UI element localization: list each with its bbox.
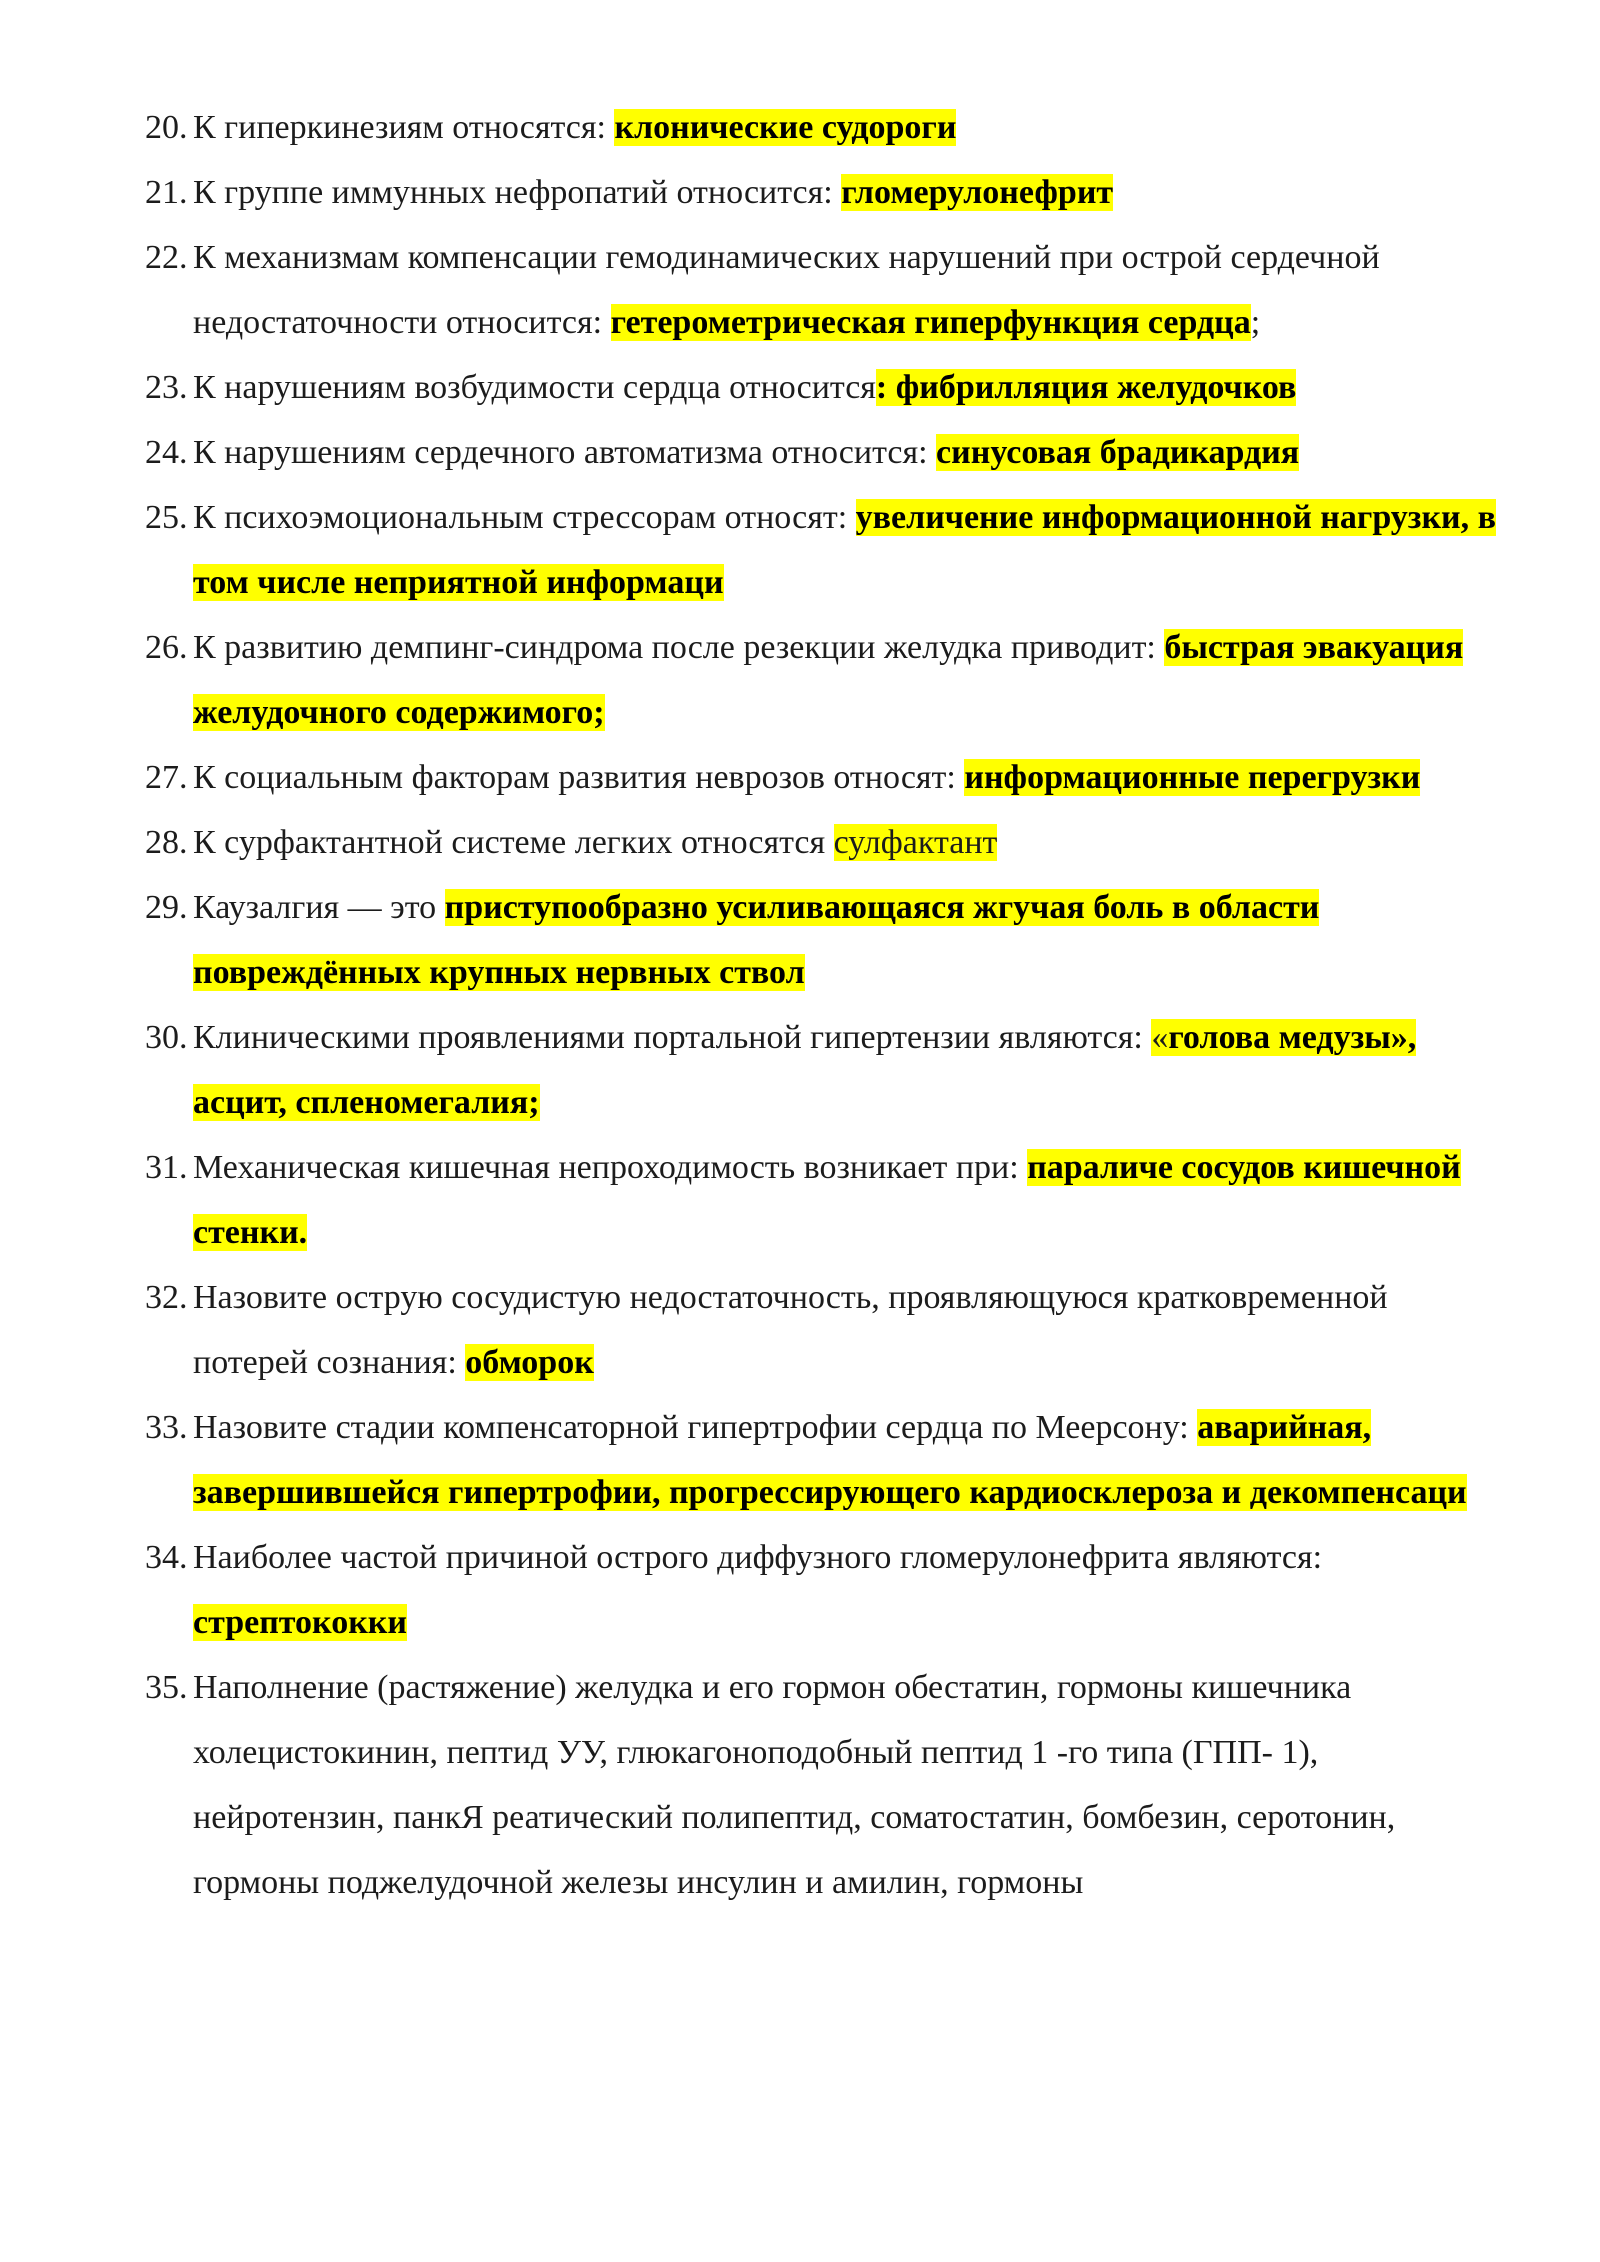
- question-number: 22.: [145, 239, 188, 276]
- question-text: [193, 1135, 1500, 1265]
- question-prompt: Механическая кишечная непроходимость возникает при:: [193, 1149, 1028, 1186]
- highlighted-answer: аварийная, завершившейся гипертрофии, прогрессирующего кардиосклероза и декомпенсаци: [193, 1409, 1467, 1511]
- question-item: [145, 355, 1500, 420]
- question-prompt: К сурфактантной системе легких относятся: [193, 824, 834, 861]
- highlighted-answer: информационные перегрузки: [964, 759, 1421, 796]
- question-number: 20.: [145, 109, 188, 146]
- question-text: [193, 875, 1500, 1005]
- question-text: [193, 225, 1500, 355]
- question-text: [193, 810, 1500, 875]
- question-prompt: Клиническими проявлениями портальной гипертензии являются:: [193, 1019, 1152, 1056]
- question-text: [193, 1525, 1500, 1655]
- question-item: [145, 95, 1500, 160]
- question-text: [193, 1265, 1500, 1395]
- question-text: [193, 485, 1500, 615]
- question-item: [145, 225, 1500, 355]
- question-number: 35.: [145, 1669, 188, 1706]
- highlighted-answer: синусовая брадикардия: [936, 434, 1300, 471]
- question-prompt: Наиболее частой причиной острого диффузного гломерулонефрита являются:: [193, 1539, 1323, 1576]
- question-prompt: К нарушениям сердечного автоматизма относится:: [193, 434, 937, 471]
- question-prompt: Наполнение (растяжение) желудка и его гормон обестатин, гормоны кишечника холецистокинин, пептид УУ, глюкагоноподобный пептид 1 -го типа (ГПП- 1), нейротензин, панкЯ реатический полипептид, соматостатин, бомбезин, серотонин, гормоны поджелудочной железы инсулин и амилин, гормоны: [193, 1669, 1396, 1901]
- question-item: [145, 1005, 1500, 1135]
- question-prompt: Назовите стадии компенсаторной гипертрофии сердца по Меерсону:: [193, 1409, 1198, 1446]
- question-text: [193, 1395, 1500, 1525]
- question-number: 25.: [145, 499, 188, 536]
- question-item: [145, 810, 1500, 875]
- question-prompt: К психоэмоциональным стрессорам относят:: [193, 499, 856, 536]
- question-item: [145, 1135, 1500, 1265]
- highlighted-answer: гломерулонефрит: [841, 174, 1114, 211]
- question-text: [193, 745, 1500, 810]
- question-text: [193, 615, 1500, 745]
- question-prompt: К механизмам компенсации гемодинамических нарушений при острой сердечной недостаточности относится:: [193, 239, 1380, 341]
- question-item: [145, 1655, 1500, 1915]
- question-number: 28.: [145, 824, 188, 861]
- question-number: 24.: [145, 434, 188, 471]
- question-number: 29.: [145, 889, 188, 926]
- question-number: 21.: [145, 174, 188, 211]
- highlighted-answer: стрептококки: [193, 1604, 407, 1641]
- question-number: 26.: [145, 629, 188, 666]
- highlighted-answer: быстрая эвакуация желудочного содержимого;: [193, 629, 1464, 731]
- highlighted-answer: сулфактант: [833, 824, 998, 861]
- question-prompt: К группе иммунных нефропатий относится:: [193, 174, 842, 211]
- question-number: 31.: [145, 1149, 188, 1186]
- question-number: 33.: [145, 1409, 188, 1446]
- question-prompt: К нарушениям возбудимости сердца относится: [193, 369, 876, 406]
- question-item: [145, 615, 1500, 745]
- highlighted-answer: приступообразно усиливающаяся жгучая боль в области повреждённых крупных нервных ствол: [193, 889, 1320, 991]
- highlighted-answer: параличе сосудов кишечной стенки.: [193, 1149, 1461, 1251]
- question-text: [193, 420, 1500, 485]
- highlighted-answer: обморок: [465, 1344, 594, 1381]
- highlighted-answer: увеличение информационной нагрузки, в том числе неприятной информаци: [193, 499, 1496, 601]
- question-text: [193, 95, 1500, 160]
- question-prompt: К социальным факторам развития неврозов относят:: [193, 759, 965, 796]
- question-text: [193, 1655, 1500, 1915]
- highlighted-answer: голова медузы», асцит, спленомегалия;: [193, 1019, 1417, 1121]
- question-number: 34.: [145, 1539, 188, 1576]
- highlighted-answer: «: [1151, 1019, 1169, 1056]
- highlighted-answer: клонические судороги: [614, 109, 957, 146]
- question-prompt: Каузалгия — это: [193, 889, 445, 926]
- question-prompt: ;: [1250, 304, 1261, 341]
- question-number: 30.: [145, 1019, 188, 1056]
- question-text: [193, 355, 1500, 420]
- question-item: [145, 1525, 1500, 1655]
- question-item: [145, 1265, 1500, 1395]
- highlighted-answer: гетерометрическая гиперфункция сердца: [610, 304, 1251, 341]
- question-number: 23.: [145, 369, 188, 406]
- question-prompt: Назовите острую сосудистую недостаточность, проявляющуюся кратковременной потерей сознания:: [193, 1279, 1388, 1381]
- question-item: [145, 1395, 1500, 1525]
- question-item: [145, 485, 1500, 615]
- highlighted-answer: : фибрилляция желудочков: [875, 369, 1297, 406]
- question-number: 27.: [145, 759, 188, 796]
- question-prompt: К гиперкинезиям относятся:: [193, 109, 615, 146]
- question-item: [145, 745, 1500, 810]
- question-item: [145, 875, 1500, 1005]
- question-text: [193, 160, 1500, 225]
- question-text: [193, 1005, 1500, 1135]
- question-item: [145, 160, 1500, 225]
- question-number: 32.: [145, 1279, 188, 1316]
- question-item: [145, 420, 1500, 485]
- question-prompt: К развитию демпинг-синдрома после резекции желудка приводит:: [193, 629, 1165, 666]
